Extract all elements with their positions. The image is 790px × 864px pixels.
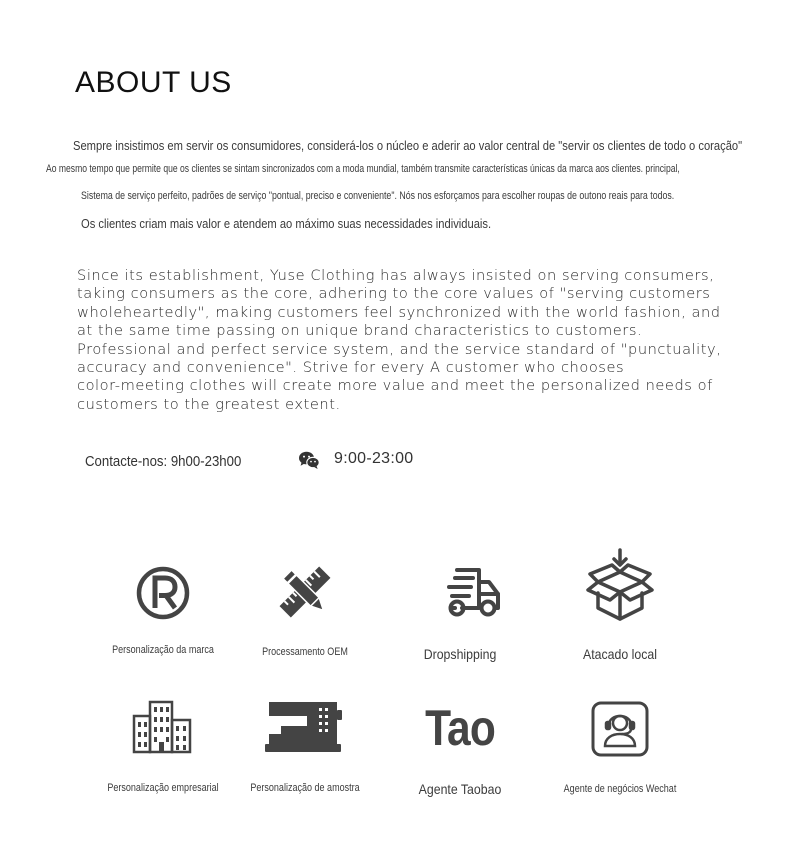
service-oem-processing — [230, 562, 380, 658]
service-dropshipping — [385, 562, 535, 662]
service-wechat-business-agent — [545, 700, 695, 795]
pt-paragraph-line-3: Sistema de serviço perfeito, padrões de serviço "pontual, preciso e conveniente". Nós nos esforçamos para escolher roupas de outono reais para todos. — [81, 190, 675, 202]
en-line: Professional and perfect service system, and the service standard of "punctuality, — [77, 340, 722, 358]
en-line: color-meeting clothes will create more value and meet the personalized needs of — [77, 377, 713, 395]
tao-icon: Tao — [425, 700, 495, 756]
en-line: accuracy and convenience". Strive for every A customer who chooses — [77, 359, 625, 377]
service-local-wholesale — [545, 548, 695, 662]
service-label: Processamento OEM — [262, 646, 348, 658]
service-label: Atacado local — [583, 646, 657, 662]
service-label: Personalização de amostra — [250, 782, 360, 794]
service-taobao-agent — [385, 698, 535, 797]
service-label: Personalização da marca — [112, 644, 214, 656]
service-label: Agente de negócios Wechat — [563, 783, 677, 795]
pt-paragraph-line-1: Sempre insistimos em servir os consumidores, considerá-los o núcleo e aderir ao valor central de "servir os clientes de todo o coração" — [73, 138, 743, 153]
service-label: Agente Taobao — [418, 781, 502, 797]
service-sample-customization — [230, 696, 380, 794]
page-title: ABOUT US — [75, 66, 232, 99]
box-icon — [580, 548, 660, 622]
sewing-machine-icon — [263, 696, 347, 756]
pencil-ruler-icon — [275, 562, 335, 622]
service-brand-customization — [88, 562, 238, 656]
contact-label: Contacte-nos: 9h00-23h00 — [85, 453, 242, 470]
building-icon — [131, 698, 195, 756]
en-line: customers to the greatest extent. — [77, 395, 341, 413]
en-line: wholeheartedly", making customers feel synchronized with the world fashion, and — [77, 303, 721, 321]
pt-paragraph-line-2: Ao mesmo tempo que permite que os clientes se sintam sincronizados com a moda mundial, também transmite características únicas da marca aos clientes. principal, — [46, 163, 680, 175]
pt-paragraph-line-4: Os clientes criam mais valor e atendem ao máximo suas necessidades individuais. — [81, 216, 492, 231]
english-paragraph — [77, 267, 727, 414]
truck-icon — [415, 562, 505, 622]
service-label: Dropshipping — [423, 646, 497, 662]
en-line: at the same time passing on unique brand characteristics to customers. — [77, 322, 643, 340]
service-business-customization — [88, 698, 238, 794]
customer-service-icon — [590, 700, 650, 758]
service-label: Personalização empresarial — [107, 782, 219, 794]
en-line: Since its establishment, Yuse Clothing has always insisted on serving consumers, — [77, 267, 715, 284]
en-line: taking consumers as the core, adhering to the core values of "serving customers — [77, 285, 711, 303]
registered-icon — [133, 562, 193, 622]
wechat-icon — [298, 450, 320, 470]
contact-hours: 9:00-23:00 — [334, 450, 414, 467]
